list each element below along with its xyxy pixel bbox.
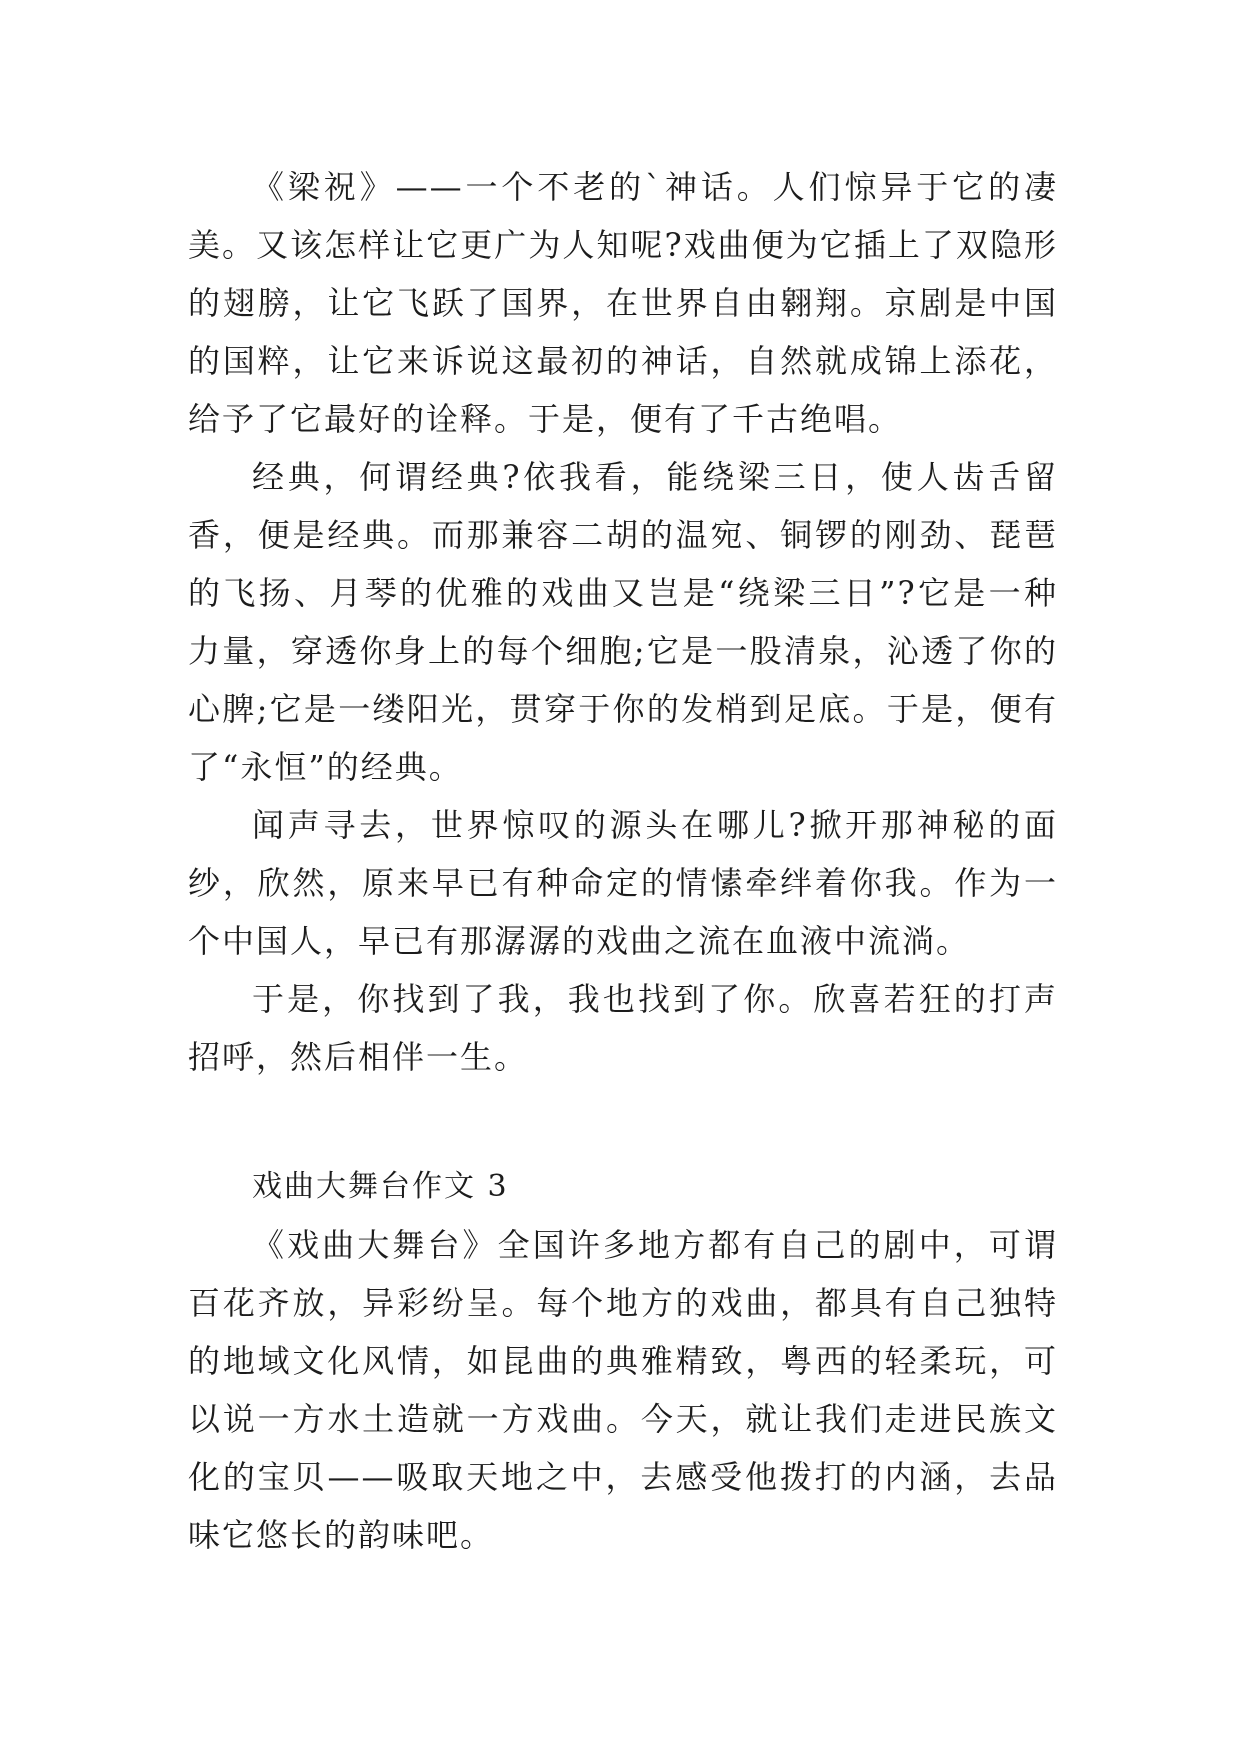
paragraph-source: 闻声寻去，世界惊叹的源头在哪儿?掀开那神秘的面纱，欣然，原来早已有种命定的情愫牵绊着你我。作为一个中国人，早已有那潺潺的戏曲之流在血液中流淌。 [188, 806, 1058, 960]
paragraph-liangzhu: 《梁祝》——一个不老的`神话。人们惊异于它的凄美。又该怎样让它更广为人知呢?戏曲便为它插上了双隐形的翅膀，让它飞跃了国界，在世界自由翱翔。京剧是中国的国粹，让它来诉说这最初的神话，自然就成锦上添花，给予了它最好的诠释。于是，便有了千古绝唱。 [188, 168, 1058, 438]
paragraph-opera-stage: 《戏曲大舞台》全国许多地方都有自己的剧中，可谓百花齐放，异彩纷呈。每个地方的戏曲，都具有自己独特的地域文化风情，如昆曲的典雅精致，粤西的轻柔玩，可以说一方水土造就一方戏曲。今天，就让我们走进民族文化的宝贝——吸取天地之中，去感受他拨打的内涵，去品味它悠长的韵味吧。 [188, 1226, 1058, 1554]
paragraph-classic: 经典，何谓经典?依我看，能绕梁三日，使人齿舌留香，便是经典。而那兼容二胡的温宛、铜锣的刚劲、琵琶的飞扬、月琴的优雅的戏曲又岂是“绕梁三日”?它是一种力量，穿透你身上的每个细胞;它是一股清泉，沁透了你的心脾;它是一缕阳光，贯穿于你的发梢到足底。于是，便有了“永恒”的经典。 [188, 458, 1058, 786]
document-body [188, 158, 1058, 1564]
paragraph-found: 于是，你找到了我，我也找到了你。欣喜若狂的打声招呼，然后相伴一生。 [188, 980, 1058, 1076]
section-title: 戏曲大舞台作文 3 [252, 1169, 509, 1204]
